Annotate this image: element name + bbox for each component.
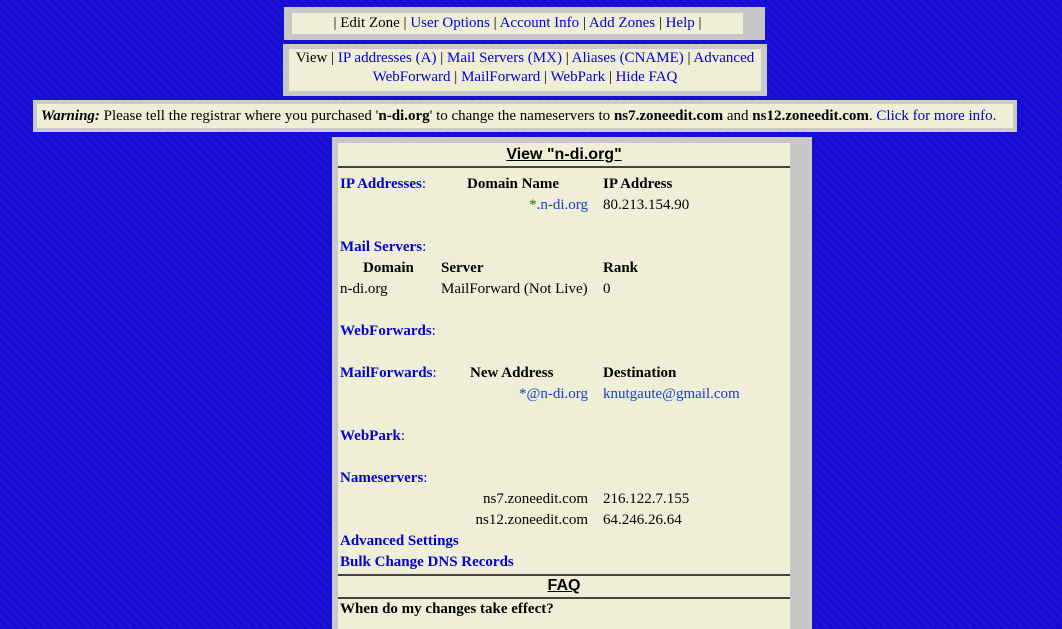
- subnav-mail-servers[interactable]: Mail Servers (MX): [446, 50, 562, 66]
- mail-col-domain: Domain: [363, 260, 414, 276]
- top-nav: [284, 7, 765, 40]
- nameserver-host: ns12.zoneedit.com: [475, 512, 588, 528]
- mail-rank-value: 0: [603, 281, 611, 297]
- nameserver-host: ns7.zoneedit.com: [483, 491, 588, 507]
- mail-col-server: Server: [441, 260, 484, 276]
- nameservers-section-title: Nameservers:: [340, 470, 428, 486]
- bulk-change-link[interactable]: Bulk Change DNS Records: [340, 554, 514, 570]
- warning-ns2: ns12.zoneedit.com: [752, 108, 869, 124]
- mailforwards-link[interactable]: MailForwards: [340, 365, 433, 381]
- ip-col-address: IP Address: [603, 176, 673, 192]
- top-nav-bar: | Edit Zone | User Options | Account Info | Add Zones | Help |: [292, 13, 743, 34]
- divider: [338, 597, 790, 599]
- subnav-mailforward[interactable]: MailForward: [461, 69, 541, 85]
- warning-message: Warning: Please tell the registrar where you purchased 'n-di.org' to change the nameservers to ns7.zoneedit.com and ns12.zoneedit.com. Click for more info.: [37, 104, 1013, 128]
- nav-help[interactable]: Help: [665, 15, 695, 31]
- sub-nav-bar: View | IP addresses (A) | Mail Servers (MX) | Aliases (CNAME) | Advanced WebForward | MailForward | WebPark | Hide FAQ: [289, 49, 761, 91]
- subnav-advanced[interactable]: Advanced: [693, 50, 755, 66]
- subnav-webforward[interactable]: WebForward: [372, 69, 451, 85]
- warning-label: Warning:: [41, 108, 100, 124]
- webforwards-link[interactable]: WebForwards: [340, 323, 432, 339]
- nameserver-ip: 216.122.7.155: [603, 491, 690, 507]
- advanced-settings-link[interactable]: Advanced Settings: [340, 533, 459, 549]
- warning-ns1: ns7.zoneedit.com: [613, 108, 724, 124]
- webpark-section-title: WebPark:: [340, 428, 406, 444]
- mailforward-col-dest: Destination: [603, 365, 677, 381]
- nav-add-zones[interactable]: Add Zones: [588, 15, 656, 31]
- bulk-change-row: [340, 554, 514, 571]
- divider: [338, 574, 790, 576]
- ip-col-domain: Domain Name: [467, 176, 560, 192]
- mail-section-title: Mail Servers:: [340, 239, 427, 255]
- nameserver-ip: 64.246.26.64: [603, 512, 682, 528]
- ip-domain-link[interactable]: .n-di.org: [536, 197, 588, 213]
- webforwards-section-title: WebForwards:: [340, 323, 436, 339]
- mailforward-col-new: New Address: [470, 365, 554, 381]
- nav-user-options[interactable]: User Options: [410, 15, 490, 31]
- advanced-settings-row: [340, 533, 459, 550]
- mail-domain-value: n-di.org: [340, 281, 388, 297]
- nav-account-info[interactable]: Account Info: [499, 15, 580, 31]
- ip-domain: *.n-di.org: [529, 197, 588, 213]
- mailforward-destination-link[interactable]: knutgaute@gmail.com: [603, 386, 740, 402]
- zone-view-content: [338, 143, 790, 629]
- subnav-ip-addresses[interactable]: IP addresses (A): [337, 50, 437, 66]
- nameservers-link[interactable]: Nameservers: [340, 470, 424, 486]
- ip-section-title: IP Addresses:: [340, 176, 426, 192]
- more-info-link[interactable]: Click for more info.: [876, 108, 997, 124]
- sub-nav: [283, 44, 767, 96]
- page-title: View "n-di.org": [506, 146, 622, 163]
- zone-view-panel: [332, 137, 812, 629]
- subnav-aliases[interactable]: Aliases (CNAME): [571, 50, 684, 66]
- mailforwards-section-title: MailForwards:: [340, 365, 437, 381]
- divider: [338, 166, 790, 168]
- faq-question: When do my changes take effect?: [340, 601, 554, 617]
- subnav-webpark[interactable]: WebPark: [550, 69, 606, 85]
- mailforward-address: [519, 386, 588, 403]
- subnav-hide-faq[interactable]: Hide FAQ: [615, 69, 678, 85]
- subnav-view: View: [295, 50, 328, 66]
- webpark-link[interactable]: WebPark: [340, 428, 401, 444]
- faq-title: FAQ: [547, 577, 581, 594]
- mailforward-address-link[interactable]: *@n-di.org: [519, 386, 588, 402]
- mail-col-rank: Rank: [603, 260, 639, 276]
- warning-banner: [33, 100, 1017, 132]
- mailforward-destination: [603, 386, 740, 403]
- ip-address-value: 80.213.154.90: [603, 197, 690, 213]
- ip-addresses-link[interactable]: IP Addresses: [340, 176, 422, 192]
- nav-edit-zone: Edit Zone: [340, 15, 400, 31]
- mail-servers-link[interactable]: Mail Servers: [340, 239, 423, 255]
- warning-domain: n-di.org: [378, 108, 430, 124]
- mail-server-value: MailForward (Not Live): [441, 281, 588, 297]
